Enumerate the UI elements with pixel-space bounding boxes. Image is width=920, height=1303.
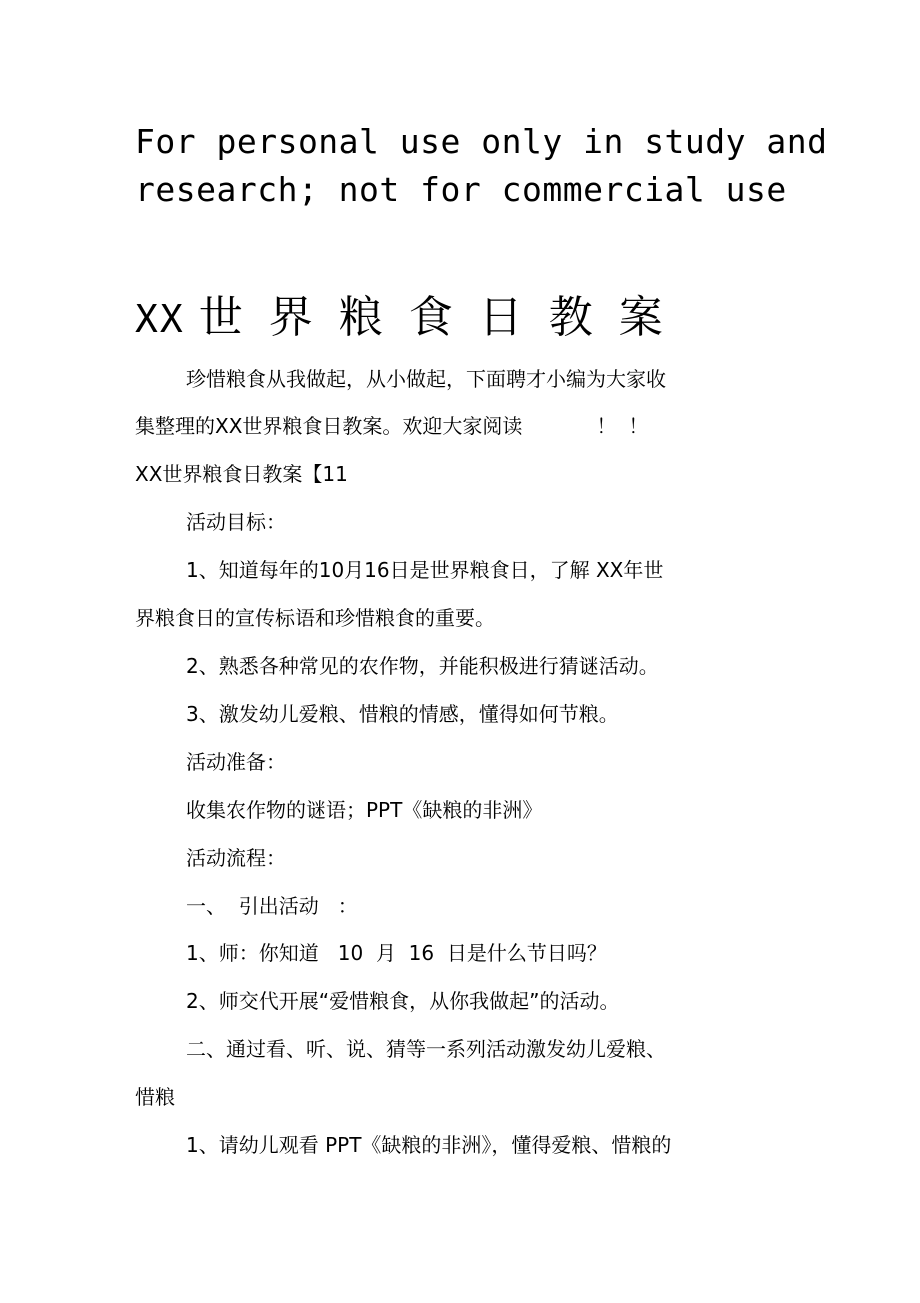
document-title — [135, 288, 689, 349]
title-prefix: XX — [135, 297, 185, 341]
goal-label: 活动目标： — [186, 510, 286, 534]
step-2-item-1: 1、请幼儿观看 PPT《缺粮的非洲》，懂得爱粮、惜粮的 — [186, 1133, 672, 1157]
section-heading: XX世界粮食日教案【11 — [135, 462, 348, 486]
intro-line-1: 珍惜粮食从我做起，从小做起，下面聘才小编为大家收 — [186, 367, 666, 391]
step-1-item-2: 2、师交代开展“爱惜粮食，从你我做起”的活动。 — [186, 989, 620, 1013]
prep-content: 收集农作物的谜语；PPT《缺粮的非洲》 — [186, 798, 543, 822]
intro-line-2-text: 集整理的XX世界粮食日教案。欢迎大家阅读 — [135, 414, 523, 438]
flow-label: 活动流程： — [186, 846, 286, 870]
step-1-item-1: 1、师：你知道 10 月 16 日是什么节日吗？ — [186, 941, 607, 965]
disclaimer — [135, 118, 828, 214]
step-1-title: 一、 引出活动 ： — [186, 894, 358, 918]
disclaimer-line-2: research; not for commercial use — [135, 170, 787, 209]
goal-3: 3、激发幼儿爱粮、惜粮的情感，懂得如何节粮。 — [186, 702, 619, 726]
disclaimer-line-1: For personal use only in study and — [135, 122, 828, 161]
goal-1-line-2: 界粮食日的宣传标语和珍惜粮食的重要。 — [135, 606, 495, 630]
step-2-title-line-1: 二、通过看、听、说、猜等一系列活动激发幼儿爱粮、 — [186, 1037, 666, 1061]
intro-line-2 — [135, 411, 660, 441]
title-main: 世界粮食日教案 — [198, 292, 689, 343]
step-2-title-line-2: 惜粮 — [135, 1085, 175, 1109]
goal-2: 2、熟悉各种常见的农作物，并能积极进行猜谜活动。 — [186, 654, 659, 678]
prep-label: 活动准备： — [186, 750, 286, 774]
goal-1-line-1: 1、知道每年的10月16日是世界粮食日，了解 XX年世 — [186, 558, 664, 582]
intro-exclamation: ！！ — [596, 414, 661, 438]
